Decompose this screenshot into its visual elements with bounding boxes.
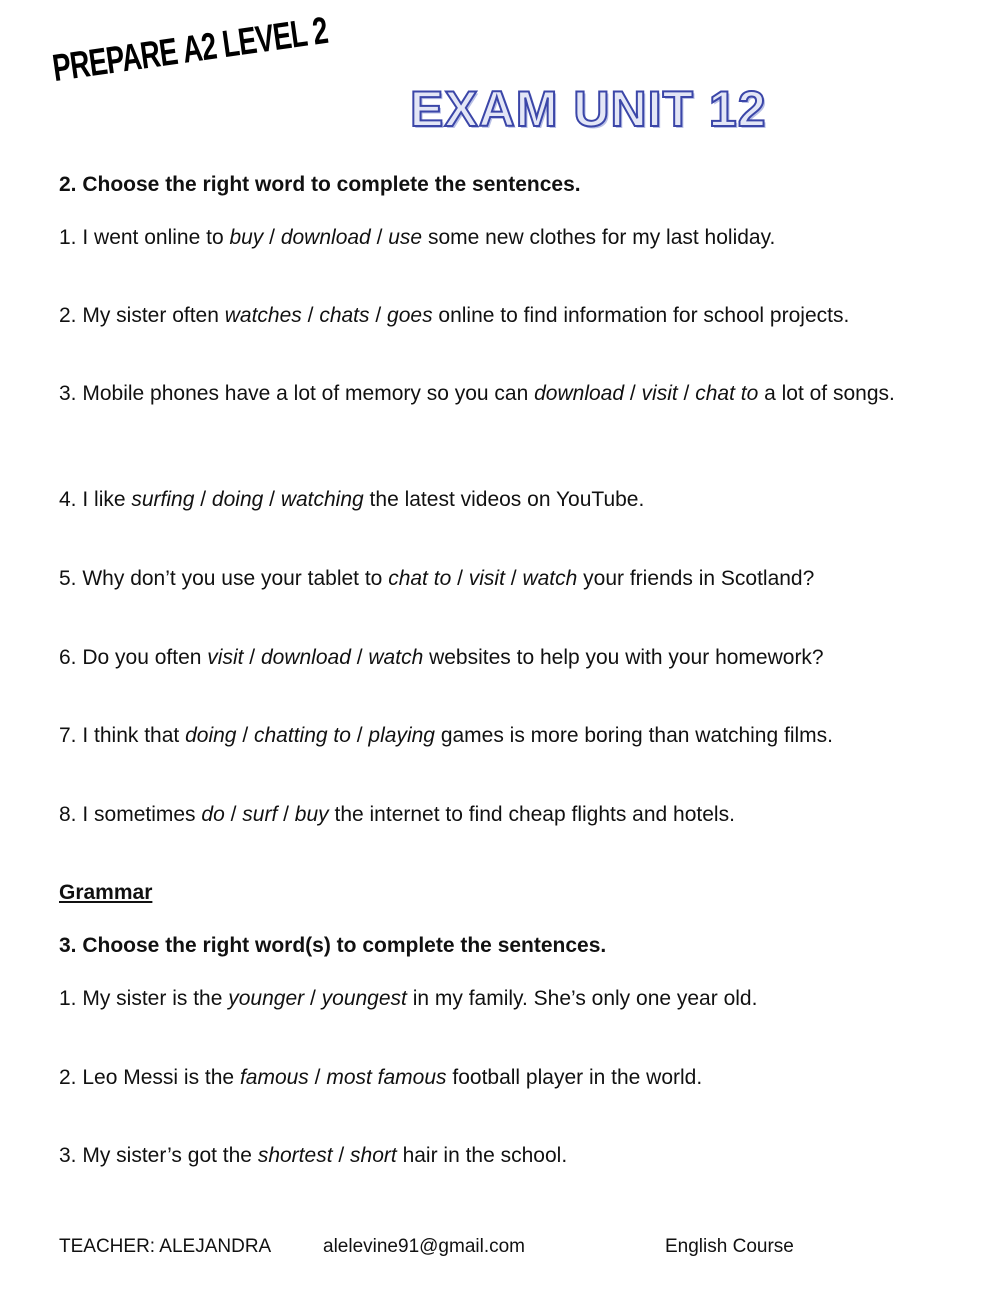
option-separator: /	[350, 724, 369, 747]
sentence-text: I went online to	[82, 226, 230, 249]
option-separator: /	[451, 567, 469, 590]
word-option[interactable]: watching	[280, 488, 364, 511]
option-separator: /	[194, 488, 212, 511]
option-separator: /	[243, 646, 261, 669]
sentence-text: My sister is the	[82, 987, 229, 1010]
word-option[interactable]: chat to	[388, 567, 452, 590]
footer-course: English Course	[665, 1236, 794, 1257]
option-separator: /	[224, 803, 243, 826]
sentence-text: your friends in Scotland?	[577, 567, 815, 590]
sentence-number: 6.	[59, 646, 83, 669]
sentence-item	[59, 225, 939, 251]
section-2-heading: 2. Choose the right word to complete the sentences.	[59, 173, 581, 196]
word-option[interactable]: surfing	[131, 488, 195, 511]
word-option[interactable]: do	[201, 803, 225, 826]
sentence-number: 4.	[59, 488, 83, 511]
sentence-text: the internet to find cheap flights and hotels.	[328, 803, 735, 826]
word-option[interactable]: goes	[387, 304, 433, 327]
sentence-text: online to find information for school projects.	[432, 304, 850, 327]
sentence-item	[59, 1065, 939, 1091]
sentence-text: Mobile phones have a lot of memory so you can	[82, 382, 535, 405]
word-option[interactable]: chat to	[695, 382, 759, 405]
word-option[interactable]: buy	[229, 226, 264, 249]
sentence-item	[59, 487, 939, 513]
sentence-item	[59, 381, 939, 407]
sentence-text: Leo Messi is the	[82, 1066, 240, 1089]
sentence-text: some new clothes for my last holiday.	[422, 226, 776, 249]
sentence-number: 3.	[59, 1144, 83, 1167]
word-option[interactable]: youngest	[321, 987, 407, 1010]
sentence-item	[59, 566, 939, 592]
sentence-text: websites to help you with your homework?	[423, 646, 824, 669]
word-option[interactable]: short	[350, 1144, 397, 1167]
option-separator: /	[308, 1066, 327, 1089]
sentence-text: My sister often	[82, 304, 225, 327]
word-option[interactable]: watch	[522, 567, 578, 590]
sentence-text: I sometimes	[82, 803, 202, 826]
word-option[interactable]: visit	[207, 646, 244, 669]
sentence-item	[59, 645, 939, 671]
sentence-text: football player in the world.	[446, 1066, 703, 1089]
sentence-text: I like	[82, 488, 132, 511]
option-separator: /	[369, 304, 388, 327]
word-option[interactable]: chats	[319, 304, 370, 327]
sentence-text: a lot of songs.	[758, 382, 895, 405]
word-option[interactable]: download	[534, 382, 625, 405]
option-separator: /	[332, 1144, 351, 1167]
option-separator: /	[504, 567, 523, 590]
brand-title: PREPARE A2 LEVEL 2	[50, 9, 331, 91]
sentence-item	[59, 723, 939, 749]
option-separator: /	[304, 987, 322, 1010]
word-option[interactable]: chatting to	[254, 724, 351, 747]
footer-email: alelevine91@gmail.com	[323, 1236, 525, 1257]
word-option[interactable]: most famous	[326, 1066, 447, 1089]
word-option[interactable]: download	[260, 646, 351, 669]
sentence-number: 1.	[59, 987, 83, 1010]
sentence-text: games is more boring than watching films.	[434, 724, 833, 747]
option-separator: /	[236, 724, 254, 747]
word-option[interactable]: famous	[239, 1066, 309, 1089]
sentence-text: My sister’s got the	[82, 1144, 258, 1167]
word-option[interactable]: watch	[368, 646, 424, 669]
sentence-text: the latest videos on YouTube.	[363, 488, 645, 511]
word-option[interactable]: watches	[224, 304, 302, 327]
sentence-number: 5.	[59, 567, 83, 590]
grammar-heading: Grammar	[59, 881, 153, 904]
word-option[interactable]: doing	[185, 724, 237, 747]
sentence-number: 2.	[59, 304, 83, 327]
sentence-text: Why don’t you use your tablet to	[82, 567, 389, 590]
sentence-number: 2.	[59, 1066, 83, 1089]
sentence-item	[59, 986, 939, 1012]
word-option[interactable]: playing	[368, 724, 435, 747]
word-option[interactable]: visit	[468, 567, 505, 590]
word-option[interactable]: shortest	[257, 1144, 333, 1167]
option-separator: /	[624, 382, 642, 405]
word-option[interactable]: download	[280, 226, 371, 249]
sentence-number: 3.	[59, 382, 83, 405]
word-option[interactable]: younger	[228, 987, 305, 1010]
option-separator: /	[263, 226, 281, 249]
word-option[interactable]: buy	[294, 803, 329, 826]
section-3-heading: 3. Choose the right word(s) to complete the sentences.	[59, 934, 607, 957]
sentence-text: I think that	[82, 724, 186, 747]
option-separator: /	[677, 382, 696, 405]
word-option[interactable]: use	[388, 226, 423, 249]
sentence-item	[59, 802, 939, 828]
sentence-text: Do you often	[82, 646, 208, 669]
sentence-item	[59, 1143, 939, 1169]
sentence-text: in my family. She’s only one year old.	[406, 987, 758, 1010]
footer-teacher: TEACHER: ALEJANDRA	[59, 1236, 272, 1257]
option-separator: /	[263, 488, 281, 511]
sentence-number: 8.	[59, 803, 83, 826]
word-option[interactable]: visit	[641, 382, 678, 405]
option-separator: /	[277, 803, 295, 826]
word-option[interactable]: surf	[242, 803, 278, 826]
option-separator: /	[301, 304, 320, 327]
option-separator: /	[370, 226, 389, 249]
sentence-text: hair in the school.	[396, 1144, 568, 1167]
sentence-item	[59, 303, 939, 329]
word-option[interactable]: doing	[211, 488, 264, 511]
sentence-number: 1.	[59, 226, 83, 249]
sentence-number: 7.	[59, 724, 83, 747]
exam-title: EXAM UNIT 12	[410, 81, 767, 137]
option-separator: /	[350, 646, 369, 669]
